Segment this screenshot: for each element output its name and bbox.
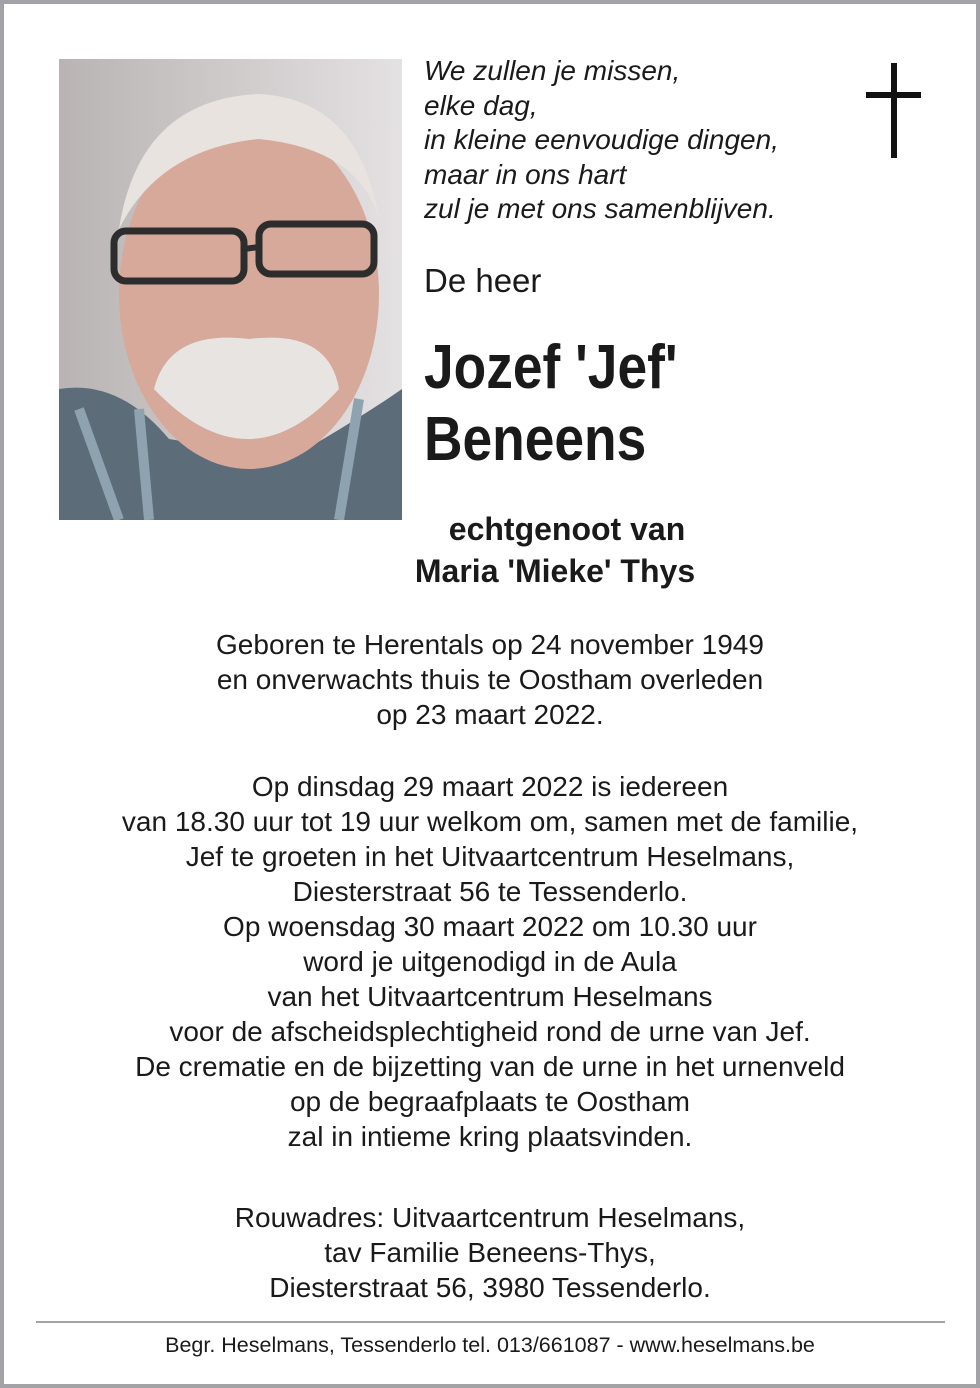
mourning-address [0, 1200, 980, 1305]
text-line: voor de afscheidsplechtigheid rond de urne van Jef. [169, 1016, 811, 1047]
text-line: van het Uitvaartcentrum Heselmans [267, 981, 713, 1012]
poem-line: zul je met ons samenblijven. [424, 193, 776, 224]
poem-line: We zullen je missen, [424, 55, 681, 86]
footer-funeral-home: Begr. Heselmans, Tessenderlo tel. 013/661087 - www.heselmans.be [165, 1333, 815, 1357]
text-line: Jef te groeten in het Uitvaartcentrum Heselmans, [185, 841, 795, 872]
portrait-photo [59, 59, 402, 520]
text-line: Diesterstraat 56, 3980 Tessenderlo. [269, 1272, 711, 1303]
deceased-name [424, 332, 678, 476]
text-line: tav Familie Beneens-Thys, [324, 1237, 656, 1268]
ceremony-info [0, 769, 980, 1154]
spouse-relation: echtgenoot van [448, 511, 686, 547]
text-line: op de begraafplaats te Oostham [289, 1086, 691, 1117]
spouse [330, 508, 780, 592]
poem-line: elke dag, [424, 89, 538, 121]
text-line: Op woensdag 30 maart 2022 om 10.30 uur [223, 911, 757, 942]
spouse-name: Maria 'Mieke' Thys [414, 553, 696, 589]
text-line: Diesterstraat 56 te Tessenderlo. [292, 876, 688, 907]
text-line: Geboren te Herentals op 24 november 1949 [216, 629, 764, 660]
poem [424, 54, 779, 227]
birth-death-info [0, 627, 980, 732]
text-line: zal in intieme kring plaatsvinden. [287, 1121, 693, 1152]
cross-icon [866, 63, 922, 159]
name-line: Jozef 'Jef' [424, 333, 678, 402]
text-line: Rouwadres: Uitvaartcentrum Heselmans, [234, 1202, 746, 1233]
poem-line: in kleine eenvoudige dingen, [424, 124, 779, 155]
text-line: en onverwachts thuis te Oostham overleden [216, 664, 764, 695]
text-line: Op dinsdag 29 maart 2022 is iedereen [251, 771, 729, 802]
honorific: De heer [424, 262, 542, 299]
divider [36, 1321, 945, 1323]
text-line: van 18.30 uur tot 19 uur welkom om, samen met de familie, [121, 806, 859, 837]
name-line: Beneens [424, 405, 647, 474]
text-line: word je uitgenodigd in de Aula [303, 946, 677, 977]
text-line: De crematie en de bijzetting van de urne in het urnenveld [135, 1051, 845, 1082]
poem-line: maar in ons hart [424, 158, 627, 190]
text-line: op 23 maart 2022. [376, 699, 604, 730]
